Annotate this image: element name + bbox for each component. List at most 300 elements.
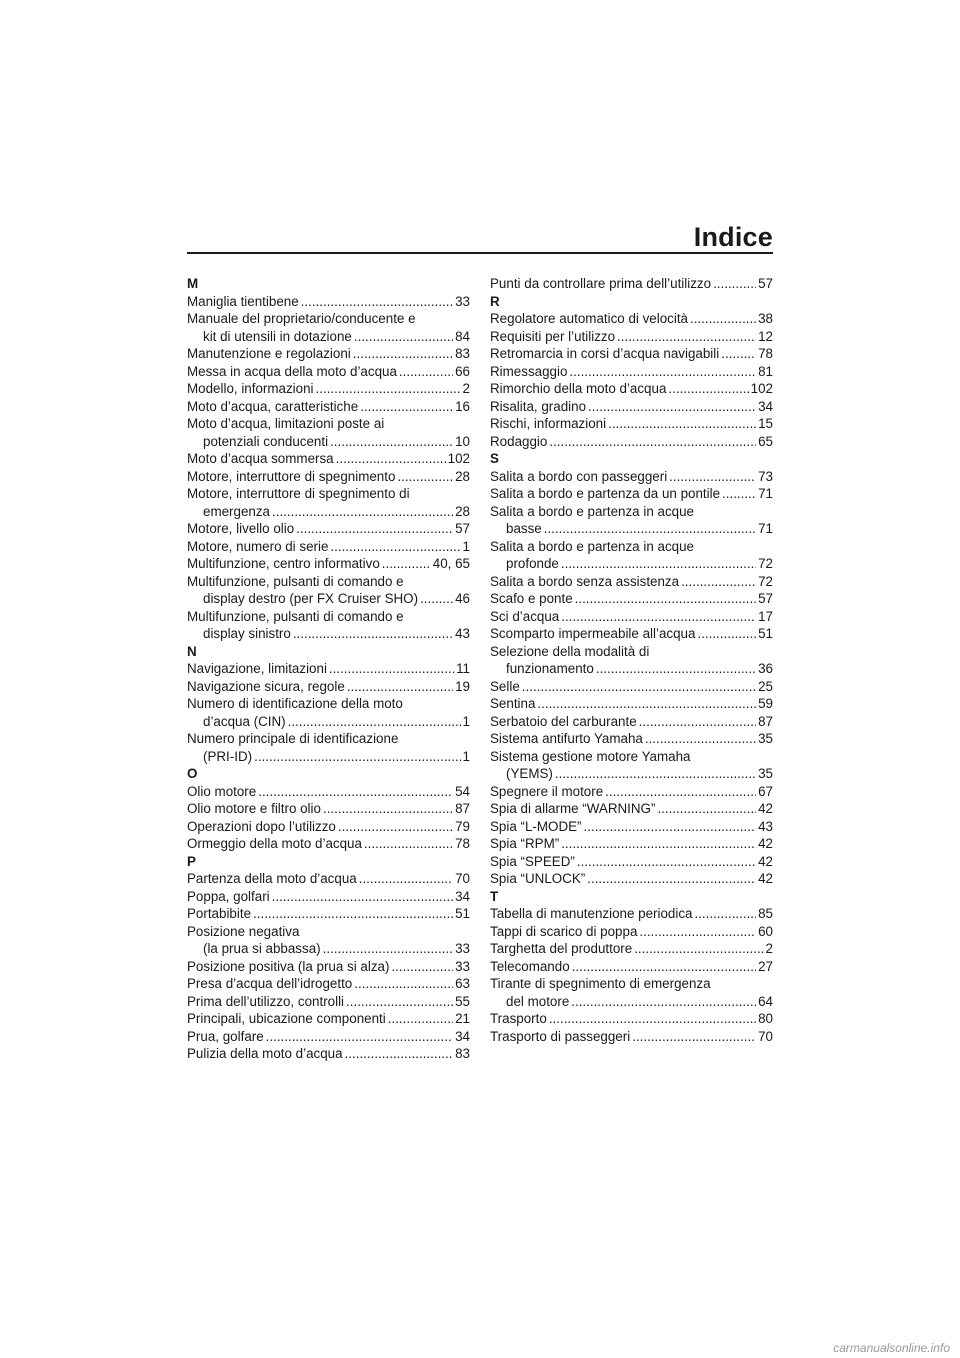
- dot-leader: [697, 625, 756, 643]
- index-entry-label: Presa d’acqua dell’idrogetto: [187, 976, 353, 991]
- index-page-number: 21: [455, 1011, 470, 1026]
- dot-leader: [253, 905, 453, 923]
- index-entry[interactable]: [490, 625, 773, 643]
- index-page-number: 83: [455, 346, 470, 361]
- index-entry[interactable]: [490, 380, 773, 398]
- index-page-number: 28: [455, 503, 470, 519]
- page-title: Indice: [693, 222, 773, 252]
- index-page-number: 34: [758, 398, 773, 414]
- index-entry-label: Telecomando: [490, 958, 570, 974]
- index-entry[interactable]: [490, 835, 773, 853]
- index-entry-label: profonde: [506, 556, 559, 571]
- index-entry[interactable]: [187, 818, 470, 836]
- index-entry[interactable]: [490, 1010, 773, 1028]
- index-entry[interactable]: [187, 905, 470, 923]
- dot-leader: [575, 590, 756, 608]
- index-entry-label: Modello, informazioni: [187, 381, 314, 396]
- index-entry[interactable]: [187, 345, 470, 363]
- index-entry-heading: Manuale del proprietario/conducente e: [187, 311, 416, 326]
- index-entry[interactable]: [490, 503, 773, 538]
- index-entry-label: Risalita, gradino: [490, 398, 587, 414]
- dot-leader: [399, 363, 453, 381]
- dot-leader: [721, 345, 756, 363]
- index-entry[interactable]: [187, 993, 470, 1011]
- index-entry-label: Scomparto impermeabile all’acqua: [490, 626, 696, 641]
- index-entry-label: Salita a bordo e partenza da un pontile: [490, 486, 721, 501]
- index-entry-label: display sinistro: [203, 626, 291, 641]
- index-entry[interactable]: [187, 485, 470, 520]
- index-page-number: 73: [758, 468, 773, 484]
- dot-leader: [272, 503, 453, 521]
- index-entry-label: Sci d’acqua: [490, 608, 560, 624]
- dot-leader: [561, 608, 756, 626]
- index-entry-label: Partenza della moto d’acqua: [187, 871, 357, 886]
- index-entry-label: Retromarcia in corsi d’acqua navigabili: [490, 346, 720, 361]
- index-entry[interactable]: [490, 800, 773, 818]
- dot-leader: [722, 485, 756, 503]
- index-entry-label: Sistema antifurto Yamaha: [490, 731, 643, 746]
- index-entry-heading: Posizione negativa: [187, 923, 300, 939]
- index-entry[interactable]: [187, 923, 470, 958]
- index-letter-heading: O: [187, 766, 198, 781]
- dot-leader: [364, 835, 453, 853]
- dot-leader: [549, 433, 756, 451]
- index-page-number: 72: [758, 556, 773, 571]
- index-entry-label: Punti da controllare prima dell’utilizzo: [490, 276, 712, 291]
- index-page-number: 102: [447, 451, 470, 466]
- index-entry[interactable]: [490, 730, 773, 748]
- index-entry-label: Serbatoio del carburante: [490, 713, 637, 729]
- index-entry[interactable]: [187, 835, 470, 853]
- index-entry-label: Spegnere il motore: [490, 783, 604, 799]
- index-page-number: 51: [455, 906, 470, 921]
- dot-leader: [345, 1045, 454, 1063]
- index-entry-label: (la prua si abbassa): [203, 941, 321, 956]
- index-page-number: 51: [758, 626, 773, 641]
- index-page-number: 42: [758, 871, 773, 886]
- dot-leader: [522, 678, 756, 696]
- dot-leader: [388, 1010, 453, 1028]
- index-page-number: 60: [758, 923, 773, 939]
- index-page-number: 42: [758, 801, 773, 816]
- index-entry[interactable]: [490, 975, 773, 1010]
- index-entry-label: Multifunzione, centro informativo: [187, 556, 380, 571]
- index-entry[interactable]: [490, 398, 773, 416]
- index-entry[interactable]: [187, 958, 470, 976]
- dot-leader: [569, 363, 756, 381]
- index-entry[interactable]: [490, 643, 773, 678]
- index-entry[interactable]: [490, 1028, 773, 1046]
- index-entry[interactable]: [490, 468, 773, 486]
- dot-leader: [690, 310, 756, 328]
- dot-leader: [391, 958, 453, 976]
- dot-leader: [571, 993, 756, 1011]
- dot-leader: [354, 328, 453, 346]
- index-page-number: 65: [758, 433, 773, 449]
- dot-leader: [632, 1028, 756, 1046]
- index-page-number: 46: [455, 591, 470, 606]
- dot-leader: [346, 993, 453, 1011]
- index-page-number: 72: [758, 573, 773, 589]
- index-entry-label: Spia di allarme “WARNING”: [490, 801, 656, 816]
- index-page-number: 71: [758, 521, 773, 536]
- index-letter-heading: T: [490, 888, 499, 904]
- dot-leader: [272, 888, 453, 906]
- index-entry[interactable]: [187, 678, 470, 696]
- index-entry[interactable]: [490, 748, 773, 783]
- dot-leader: [561, 555, 756, 573]
- index-entry-label: del motore: [506, 993, 570, 1009]
- index-entry-label: Messa in acqua della moto d’acqua: [187, 363, 397, 379]
- index-entry[interactable]: [187, 730, 470, 765]
- dot-leader: [587, 870, 756, 888]
- index-entry-label: Principali, ubicazione componenti: [187, 1011, 386, 1026]
- index-entry[interactable]: [490, 345, 773, 363]
- index-page-number: 81: [758, 363, 773, 379]
- index-page-number: 25: [758, 678, 773, 694]
- dot-leader: [605, 783, 756, 801]
- index-entry[interactable]: [187, 538, 470, 556]
- index-page-number: 2: [462, 381, 470, 396]
- dot-leader: [555, 765, 756, 783]
- index-page-number: 57: [758, 276, 773, 291]
- index-entry[interactable]: [490, 310, 773, 328]
- dot-leader: [296, 520, 453, 538]
- index-page-number: 1: [462, 748, 470, 764]
- index-entry-heading: Multifunzione, pulsanti di comando e: [187, 573, 404, 589]
- index-page-number: 87: [455, 801, 470, 816]
- index-entry-heading: Moto d’acqua, limitazioni poste ai: [187, 416, 385, 431]
- dot-leader: [681, 573, 756, 591]
- index-entry[interactable]: [490, 538, 773, 573]
- index-entry[interactable]: [490, 485, 773, 503]
- index-entry[interactable]: [187, 975, 470, 993]
- index-entry-label: emergenza: [203, 503, 270, 519]
- index-entry-heading: Tirante di spegnimento di emergenza: [490, 976, 711, 991]
- index-page-number: 66: [455, 363, 470, 379]
- index-entry-label: Scafo e ponte: [490, 591, 573, 606]
- dot-leader: [266, 1028, 453, 1046]
- index-entry[interactable]: [187, 1010, 470, 1028]
- index-entry-heading: Motore, interruttore di spegnimento di: [187, 486, 410, 501]
- index-page-number: 17: [758, 608, 773, 624]
- dot-leader: [588, 398, 756, 416]
- index-entry-label: display destro (per FX Cruiser SHO): [203, 591, 419, 606]
- index-page-number: 57: [758, 591, 773, 606]
- index-page-number: 10: [455, 433, 470, 449]
- index-entry-label: Rischi, informazioni: [490, 416, 607, 431]
- index-page-number: 80: [758, 1011, 773, 1026]
- dot-leader: [382, 555, 431, 573]
- index-column-right: [490, 275, 773, 1045]
- index-entry-label: Moto d’acqua, caratteristiche: [187, 398, 359, 414]
- index-page-number: 79: [455, 818, 470, 834]
- watermark-text: carmanualsonline.info: [833, 1341, 950, 1355]
- index-page-number: 70: [758, 1028, 773, 1044]
- index-page-number: 55: [455, 993, 470, 1009]
- dot-leader: [634, 940, 763, 958]
- index-entry[interactable]: [187, 888, 470, 906]
- index-entry-heading: Salita a bordo e partenza in acque: [490, 538, 694, 554]
- index-entry-label: Tabella di manutenzione periodica: [490, 906, 693, 921]
- index-page-number: 67: [758, 783, 773, 799]
- index-entry-label: Olio motore e filtro olio: [187, 801, 321, 816]
- index-entry[interactable]: [187, 468, 470, 486]
- index-page-number: 28: [455, 468, 470, 484]
- dot-leader: [258, 783, 453, 801]
- index-entry[interactable]: [187, 555, 470, 573]
- index-entry-label: Salita a bordo senza assistenza: [490, 573, 680, 589]
- index-entry[interactable]: [187, 870, 470, 888]
- index-page-number: 57: [455, 521, 470, 536]
- index-entry[interactable]: [187, 363, 470, 381]
- dot-leader: [639, 713, 756, 731]
- index-entry[interactable]: [490, 433, 773, 451]
- dot-leader: [420, 590, 453, 608]
- index-page-number: 102: [750, 381, 773, 396]
- index-page-number: 35: [758, 766, 773, 781]
- index-entry[interactable]: [490, 940, 773, 958]
- index-entry-label: Posizione positiva (la prua si alza): [187, 958, 390, 974]
- index-entry[interactable]: [187, 293, 470, 311]
- index-entry-label: Motore, livello olio: [187, 521, 295, 536]
- index-entry[interactable]: [490, 573, 773, 591]
- index-entry-label: Navigazione, limitazioni: [187, 661, 327, 676]
- dot-leader: [336, 450, 446, 468]
- index-entry[interactable]: [490, 818, 773, 836]
- index-entry-label: Motore, interruttore di spegnimento: [187, 468, 396, 484]
- index-entry[interactable]: [187, 695, 470, 730]
- index-entry[interactable]: [490, 695, 773, 713]
- index-entry[interactable]: [187, 310, 470, 345]
- index-page-number: 12: [758, 328, 773, 344]
- index-entry-label: Moto d’acqua sommersa: [187, 451, 334, 466]
- index-page-number: 15: [758, 416, 773, 431]
- index-entry-label: Maniglia tientibene: [187, 293, 299, 309]
- index-entry[interactable]: [187, 660, 470, 678]
- index-entry[interactable]: [187, 800, 470, 818]
- index-entry-label: kit di utensili in dotazione: [203, 328, 352, 344]
- dot-leader: [330, 538, 460, 556]
- index-entry[interactable]: [490, 783, 773, 801]
- index-page-number: 78: [758, 346, 773, 361]
- index-entry-heading: Salita a bordo e partenza in acque: [490, 503, 694, 519]
- index-entry[interactable]: [187, 520, 470, 538]
- index-page-number: 27: [758, 958, 773, 974]
- index-entry[interactable]: [187, 1045, 470, 1063]
- index-entry[interactable]: [490, 275, 773, 293]
- dot-leader: [657, 800, 756, 818]
- index-entry-label: Salita a bordo con passeggeri: [490, 468, 668, 484]
- dot-leader: [329, 660, 454, 678]
- index-entry[interactable]: [490, 590, 773, 608]
- index-page-number: 43: [758, 818, 773, 834]
- index-entry-label: Rimessaggio: [490, 363, 568, 379]
- index-entry-label: Poppa, golfari: [187, 888, 270, 904]
- index-page-number: 16: [455, 398, 470, 414]
- dot-leader: [359, 870, 453, 888]
- index-entry[interactable]: [490, 905, 773, 923]
- index-page-number: 34: [455, 888, 470, 904]
- index-page-number: 33: [455, 958, 470, 974]
- dot-leader: [544, 520, 756, 538]
- dot-leader: [301, 293, 453, 311]
- index-entry-heading: Numero principale di identificazione: [187, 731, 399, 746]
- index-letter-heading: M: [187, 276, 199, 291]
- index-entry[interactable]: [187, 783, 470, 801]
- index-entry-label: (PRI-ID): [203, 748, 253, 764]
- index-entry-label: Ormeggio della moto d’acqua: [187, 836, 362, 851]
- index-entry-label: Prima dell’utilizzo, controlli: [187, 993, 345, 1009]
- index-entry-label: Portabibite: [187, 906, 252, 921]
- index-entry-label: Rodaggio: [490, 433, 548, 449]
- index-letter-heading: S: [490, 451, 499, 466]
- index-page-number: 85: [758, 906, 773, 921]
- dot-leader: [561, 835, 756, 853]
- dot-leader: [669, 468, 756, 486]
- index-entry[interactable]: [187, 1028, 470, 1046]
- index-page-number: 33: [455, 941, 470, 956]
- index-letter-heading: P: [187, 853, 196, 869]
- index-entry-label: Spia “UNLOCK”: [490, 871, 586, 886]
- index-entry[interactable]: [490, 415, 773, 433]
- dot-leader: [397, 468, 453, 486]
- dot-leader: [713, 275, 756, 293]
- dot-leader: [288, 713, 461, 731]
- index-page-number: 1: [462, 538, 470, 554]
- dot-leader: [577, 853, 756, 871]
- index-entry-label: Rimorchio della moto d’acqua: [490, 381, 667, 396]
- index-letter-heading: N: [187, 643, 197, 659]
- index-page-number: 33: [455, 293, 470, 309]
- index-entry-label: Spia “L-MODE”: [490, 818, 582, 834]
- index-page-number: 84: [455, 328, 470, 344]
- dot-leader: [537, 695, 756, 713]
- dot-leader: [360, 398, 453, 416]
- index-page-number: 1: [462, 713, 470, 729]
- dot-leader: [694, 905, 756, 923]
- index-entry-label: d’acqua (CIN): [203, 713, 286, 729]
- index-entry-heading: Multifunzione, pulsanti di comando e: [187, 608, 404, 624]
- index-entry-label: Trasporto di passeggeri: [490, 1028, 631, 1044]
- index-entry-label: basse: [506, 521, 542, 536]
- dot-leader: [338, 818, 453, 836]
- dot-leader: [617, 328, 756, 346]
- index-entry[interactable]: [490, 363, 773, 381]
- dot-leader: [608, 415, 756, 433]
- index-entry-label: Pulizia della moto d’acqua: [187, 1046, 343, 1061]
- index-entry[interactable]: [187, 380, 470, 398]
- index-page-number: 19: [455, 678, 470, 694]
- index-entry-label: Spia “RPM”: [490, 836, 560, 851]
- index-entry[interactable]: [490, 328, 773, 346]
- index-page-number: 59: [758, 696, 773, 711]
- index-page-number: 40, 65: [432, 556, 470, 571]
- dot-leader: [347, 678, 453, 696]
- index-entry[interactable]: [490, 923, 773, 941]
- index-page-number: 42: [758, 853, 773, 869]
- index-entry[interactable]: [187, 415, 470, 450]
- index-page-number: 36: [758, 661, 773, 676]
- index-entry-heading: Selezione della modalità di: [490, 643, 650, 659]
- index-entry[interactable]: [187, 573, 470, 608]
- index-entry[interactable]: [490, 713, 773, 731]
- index-letter-heading: R: [490, 293, 500, 309]
- index-entry-label: Requisiti per l’utilizzo: [490, 328, 616, 344]
- index-entry-label: Navigazione sicura, regole: [187, 678, 345, 694]
- index-entry-label: Motore, numero di serie: [187, 538, 329, 554]
- dot-leader: [584, 818, 757, 836]
- index-entry-label: potenziali conducenti: [203, 433, 329, 449]
- dot-leader: [645, 730, 756, 748]
- index-page-number: 34: [455, 1028, 470, 1044]
- index-page-number: 2: [765, 941, 773, 956]
- index-entry-label: (YEMS): [506, 766, 553, 781]
- dot-leader: [353, 345, 453, 363]
- index-entry-label: Regolatore automatico di velocità: [490, 311, 688, 326]
- index-entry-label: Tappi di scarico di poppa: [490, 923, 638, 939]
- index-page-number: 63: [455, 976, 470, 991]
- index-page-number: 78: [455, 836, 470, 851]
- dot-leader: [639, 923, 756, 941]
- index-entry-label: Operazioni dopo l’utilizzo: [187, 818, 336, 834]
- index-entry[interactable]: [490, 853, 773, 871]
- index-page-number: 54: [455, 783, 470, 799]
- index-entry-label: Targhetta del produttore: [490, 941, 633, 956]
- index-entry-label: Sentina: [490, 696, 536, 711]
- index-page-number: 11: [456, 661, 470, 676]
- dot-leader: [572, 958, 756, 976]
- index-page-number: 87: [758, 713, 773, 729]
- index-column-left: [187, 275, 470, 1063]
- dot-leader: [316, 380, 461, 398]
- dot-leader: [323, 940, 453, 958]
- index-entry-label: funzionamento: [506, 661, 594, 676]
- index-page-number: 42: [758, 836, 773, 851]
- index-entry[interactable]: [187, 398, 470, 416]
- index-entry[interactable]: [490, 678, 773, 696]
- dot-leader: [596, 660, 756, 678]
- index-entry[interactable]: [187, 608, 470, 643]
- index-entry-label: Spia “SPEED”: [490, 853, 575, 869]
- index-entry[interactable]: [490, 870, 773, 888]
- index-page-number: 64: [758, 993, 773, 1009]
- index-page-number: 71: [758, 486, 773, 501]
- index-entry-label: Manutenzione e regolazioni: [187, 346, 351, 361]
- dot-leader: [549, 1010, 756, 1028]
- index-page-number: 43: [455, 626, 470, 641]
- dot-leader: [330, 433, 453, 451]
- title-rule: [187, 252, 773, 254]
- index-page-number: 83: [455, 1046, 470, 1061]
- dot-leader: [354, 975, 453, 993]
- index-entry-label: Trasporto: [490, 1011, 547, 1026]
- index-entry-heading: Sistema gestione motore Yamaha: [490, 748, 691, 764]
- index-entry[interactable]: [187, 450, 470, 468]
- index-page-number: 70: [455, 871, 470, 886]
- dot-leader: [254, 748, 460, 766]
- index-entry[interactable]: [490, 958, 773, 976]
- dot-leader: [293, 625, 453, 643]
- index-entry-label: Prua, golfare: [187, 1028, 264, 1044]
- index-page-number: 38: [758, 311, 773, 326]
- index-entry-heading: Numero di identificazione della moto: [187, 696, 403, 711]
- index-page-number: 35: [758, 731, 773, 746]
- dot-leader: [323, 800, 453, 818]
- dot-leader: [668, 380, 748, 398]
- index-entry-label: Olio motore: [187, 783, 257, 799]
- index-entry[interactable]: [490, 608, 773, 626]
